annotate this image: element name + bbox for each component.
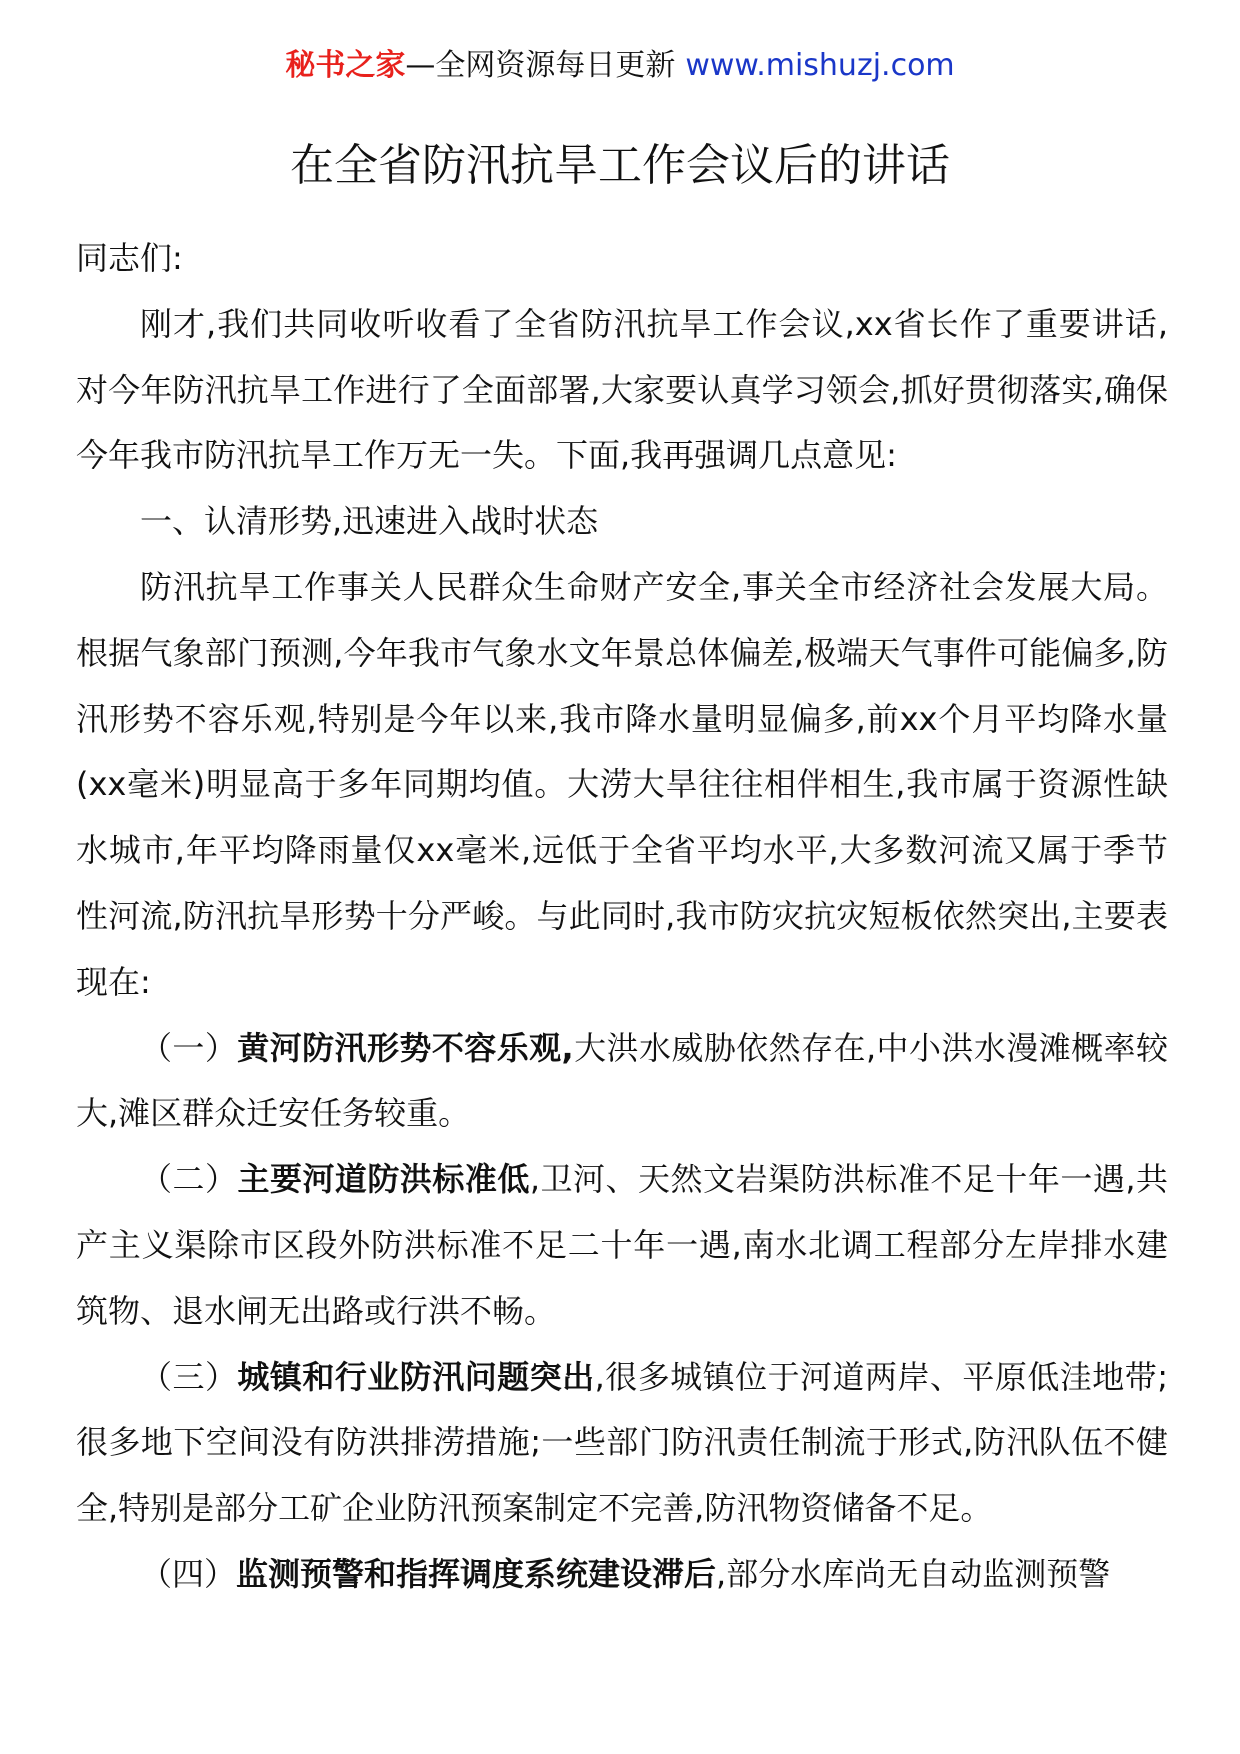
site-url[interactable]: www.mishuzj.com <box>685 48 955 83</box>
item-lead: 城镇和行业防汛问题突出 <box>237 1357 595 1396</box>
header-slogan: —全网资源每日更新 <box>405 48 676 83</box>
item-lead: 黄河防汛形势不容乐观, <box>237 1028 574 1067</box>
section-heading: 一、认清形势,迅速进入战时状态 <box>140 502 599 541</box>
site-header <box>0 40 1240 92</box>
item-text: 大洪水威胁依然存在,中小洪水漫滩概率较大,滩区群众迁安任务较重。 <box>76 1028 1168 1133</box>
greeting: 同志们: <box>76 239 183 277</box>
item-text: ,很多城镇位于河道两岸、平原低洼地带;很多地下空间没有防洪排涝措施;一些部门防汛责任制流于形式,防汛队伍不健全,特别是部分工矿企业防汛预案制定不完善,防汛物资储备不足。 <box>76 1357 1168 1528</box>
item-text: ,部分水库尚无自动监测预警 <box>716 1554 1111 1593</box>
list-item <box>76 1016 1168 1148</box>
list-item <box>76 1542 1168 1608</box>
item-lead: 监测预警和指挥调度系统建设滞后 <box>236 1554 717 1593</box>
paragraph-intro: 刚才,我们共同收听收看了全省防汛抗旱工作会议,xx省长作了重要讲话,对今年防汛抗旱工作进行了全面部署,大家要认真学习领会,抓好贯彻落实,确保今年我市防汛抗旱工作万无一失。下面,我再强调几点意见: <box>76 304 1168 475</box>
list-item <box>76 1345 1168 1542</box>
paragraph-situation: 防汛抗旱工作事关人民群众生命财产安全,事关全市经济社会发展大局。根据气象部门预测,今年我市气象水文年景总体偏差,极端天气事件可能偏多,防汛形势不容乐观,特别是今年以来,我市降水量明显偏多,前xx个月平均降水量(xx毫米)明显高于多年同期均值。大涝大旱往往相伴相生,我市属于资源性缺水城市,年平均降雨量仅xx毫米,远低于全省平均水平,大多数河流又属于季节性河流,防汛抗旱形势十分严峻。与此同时,我市防灾抗灾短板依然突出,主要表现在: <box>76 567 1168 1001</box>
item-text: ,卫河、天然文岩渠防洪标准不足十年一遇,共产主义渠除市区段外防洪标准不足二十年一遇,南水北调工程部分左岸排水建筑物、退水闸无出路或行洪不畅。 <box>76 1160 1168 1330</box>
item-number: （四） <box>140 1554 237 1593</box>
item-number: （二） <box>140 1160 238 1199</box>
list-item <box>76 1147 1168 1344</box>
document-title: 在全省防汛抗旱工作会议后的讲话 <box>290 140 950 191</box>
brand-name: 秘书之家 <box>285 48 406 83</box>
item-number: （一） <box>140 1028 238 1067</box>
item-number: （三） <box>140 1357 238 1396</box>
document-body <box>76 226 1168 1608</box>
item-lead: 主要河道防洪标准低 <box>237 1160 530 1199</box>
